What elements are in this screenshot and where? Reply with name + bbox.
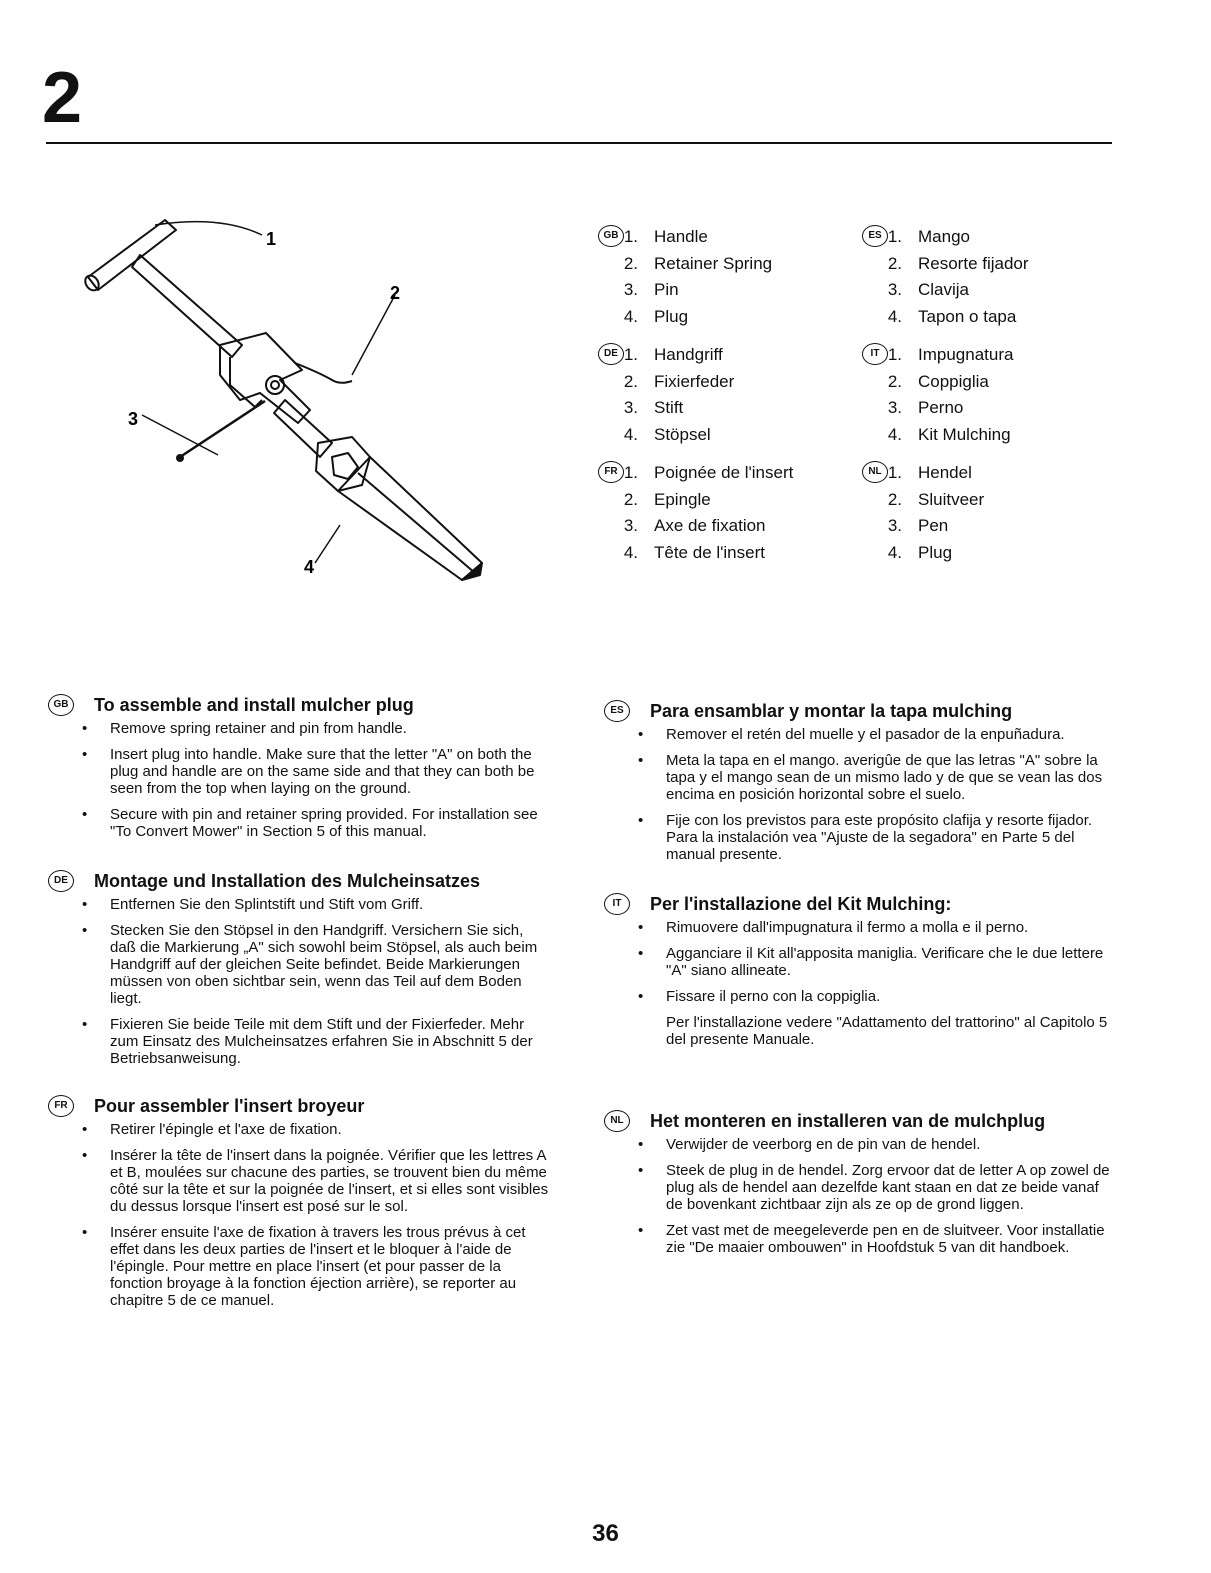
handle-shaft xyxy=(132,255,242,357)
list-item: • Entfernen Sie den Splintstift und Stift vom Griff. xyxy=(94,896,550,913)
flag-de-icon: DE xyxy=(48,870,74,892)
section-nl xyxy=(610,1110,1112,1256)
list-item: • Fixieren Sie beide Teile mit dem Stift und der Fixierfeder. Mehr zum Einsatz des Mulcheinsatzes erfahren Sie in Abschnitt 5 der Betriebsanweisung. xyxy=(94,1016,550,1067)
instructions-right-column xyxy=(610,700,1112,1278)
flag-es-icon: ES xyxy=(604,700,630,722)
legend-item: Stift xyxy=(654,398,684,417)
legend-item: Epingle xyxy=(654,489,711,509)
flag-gb-icon: GB xyxy=(598,225,624,247)
list-item: • Insérer la tête de l'insert dans la poignée. Vérifier que les lettres A et B, moulées sur chacune des parties, se trouvent bien du même côté sur la tête et sur la poignée de l'insert, et si elles sont visibles du dessus lorsque l'insert est posé sur le sol. xyxy=(94,1147,550,1215)
list-item: • Stecken Sie den Stöpsel in den Handgriff. Versichern Sie sich, daß die Markierung „A" sich sowohl beim Stöpsel, als auch beim Handgriff auf der gleichen Seite befindet. Beide Markierungen müssen von oben sichtbar sein, wenn das Teil auf dem Boden liegt. xyxy=(94,922,550,1007)
section-title: Para ensamblar y montar la tapa mulching xyxy=(650,701,1013,721)
legend-item: Handle xyxy=(654,227,708,246)
legend-item: Tapon o tapa xyxy=(918,306,1017,326)
flag-nl-icon: NL xyxy=(862,461,888,483)
legend-item: Mango xyxy=(918,227,970,246)
section-title: Montage und Installation des Mulcheinsatzes xyxy=(94,871,481,891)
legend-item: Tête de l'insert xyxy=(654,542,765,562)
legend-item: Stöpsel xyxy=(654,424,711,444)
legend-item: Axe de fixation xyxy=(654,516,766,535)
section-title: Per l'installazione del Kit Mulching: xyxy=(650,894,952,914)
list-item: • Zet vast met de meegeleverde pen en de sluitveer. Voor installatie zie "De maaier ombouwen" in Hoofdstuk 5 van dit handboek. xyxy=(650,1222,1112,1256)
section-fr xyxy=(54,1095,550,1309)
list-item: • Insert plug into handle. Make sure that the letter "A" on both the plug and handle are on the same side and that they can both be seen from the top when laying on the ground. xyxy=(94,746,550,797)
instructions-left-column xyxy=(53,694,550,1331)
callout-4: 4 xyxy=(304,557,315,577)
section-note: Per l'installazione vedere "Adattamento del trattorino" al Capitolo 5 del presente Manuale. xyxy=(666,1014,1108,1048)
list-item: • Remover el retén del muelle y el pasador de la enpuñadura. xyxy=(650,726,1112,743)
mulcher-plug-drawing xyxy=(70,195,510,615)
section-title: To assemble and install mulcher plug xyxy=(94,695,414,715)
legend-es: ES 1. Mango 2. Resorte fijador 3. Clavija 4. Tapon o tapa xyxy=(872,224,1029,330)
legend-item: Kit Mulching xyxy=(918,424,1011,444)
flag-it-icon: IT xyxy=(862,343,888,365)
legend-it: IT 1. Impugnatura 2. Coppiglia 3. Perno 4. Kit Mulching xyxy=(872,342,1029,448)
legend-column-right xyxy=(868,224,1029,578)
list-item: • Insérer ensuite l'axe de fixation à travers les trous prévus à cet effet dans les deux parties de l'insert et le bloquer à l'aide de l'épingle. Pour mettre en place l'insert (et pour passer de la fonction broyage à la fonction éjection arrière), se reporter au chapitre 5 de ce manuel. xyxy=(94,1224,550,1309)
legend-item: Plug xyxy=(654,306,689,326)
legend-item: Coppiglia xyxy=(918,371,989,391)
flag-de-icon: DE xyxy=(598,343,624,365)
flag-nl-icon: NL xyxy=(604,1110,630,1132)
legend-item: Resorte fijador xyxy=(918,253,1029,273)
legend-item: Fixierfeder xyxy=(654,371,735,391)
legend-item: Pin xyxy=(654,280,679,299)
list-item: • Retirer l'épingle et l'axe de fixation. xyxy=(94,1121,550,1138)
section-gb xyxy=(53,694,550,840)
list-item: • Remove spring retainer and pin from handle. xyxy=(94,720,550,737)
mulcher-plug-illustration xyxy=(70,195,510,615)
flag-es-icon: ES xyxy=(862,225,888,247)
section-es xyxy=(610,700,1112,863)
pin-hole xyxy=(266,376,284,394)
legend-item: Poignée de l'insert xyxy=(654,463,794,482)
page-number: 36 xyxy=(592,1520,619,1547)
list-item: • Meta la tapa en el mango. averigûe de que las letras "A" sobre la tapa y el mango sean de un mismo lado y de que se vean las dos encima en posición horizontal sobre el suelo. xyxy=(650,752,1112,803)
legend-item: Plug xyxy=(918,542,953,562)
flag-fr-icon: FR xyxy=(598,461,624,483)
section-de xyxy=(54,870,550,1067)
legend-item: Handgriff xyxy=(654,345,723,364)
legend-fr: FR 1. Poignée de l'insert 2. Epingle 3. Axe de fixation 4. Tête de l'insert xyxy=(608,460,793,566)
callout-2: 2 xyxy=(390,283,401,303)
flag-fr-icon: FR xyxy=(48,1095,74,1117)
callout-3: 3 xyxy=(128,409,139,429)
plug-head xyxy=(316,437,370,491)
callout-1: 1 xyxy=(266,229,277,249)
legend-nl: NL 1. Hendel 2. Sluitveer 3. Pen 4. Plug xyxy=(872,460,1029,566)
section-it xyxy=(612,893,1112,1048)
list-item: • Steek de plug in de hendel. Zorg ervoor dat de letter A op zowel de plug als de hendel aan dezelfde kant staan en dat ze beide vanaf de bovenkant zichtbaar zijn als ze op de grond liggen. xyxy=(650,1162,1112,1213)
list-item: • Agganciare il Kit all'apposita maniglia. Verificare che le due lettere "A" siano allineate. xyxy=(650,945,1112,979)
legend-de: DE 1. Handgriff 2. Fixierfeder 3. Stift 4. Stöpsel xyxy=(608,342,793,448)
section-title: Pour assembler l'insert broyeur xyxy=(94,1096,365,1116)
pin xyxy=(180,401,265,457)
legend-item: Retainer Spring xyxy=(654,253,773,273)
legend-item: Sluitveer xyxy=(918,489,985,509)
legend-item: Clavija xyxy=(918,280,970,299)
legend-item: Perno xyxy=(918,398,964,417)
handle-grip xyxy=(88,220,176,290)
section-title: Het monteren en installeren van de mulchplug xyxy=(650,1111,1046,1131)
section-number: 2 xyxy=(42,58,83,138)
flag-gb-icon: GB xyxy=(48,694,74,716)
list-item: • Rimuovere dall'impugnatura il fermo a molla e il perno. xyxy=(650,919,1112,936)
list-item: • Fije con los previstos para este propósito clafija y resorte fijador. Para la instalación vea "Ajuste de la segadora" en Parte 5 del manual presente. xyxy=(650,812,1112,863)
list-item: • Fissare il perno con la coppiglia. xyxy=(650,988,1112,1005)
retainer-spring xyxy=(295,363,352,383)
list-item: • Secure with pin and retainer spring provided. For installation see "To Convert Mower" in Section 5 of this manual. xyxy=(94,806,550,840)
legend-item: Hendel xyxy=(918,463,972,482)
legend-item: Pen xyxy=(918,516,949,535)
legend-column-left xyxy=(603,224,794,578)
flag-it-icon: IT xyxy=(604,893,630,915)
legend-gb: GB 1. Handle 2. Retainer Spring 3. Pin 4. Plug xyxy=(608,224,793,330)
list-item: • Verwijder de veerborg en de pin van de hendel. xyxy=(650,1136,1112,1153)
legend-item: Impugnatura xyxy=(918,345,1014,364)
header-rule xyxy=(46,142,1112,144)
